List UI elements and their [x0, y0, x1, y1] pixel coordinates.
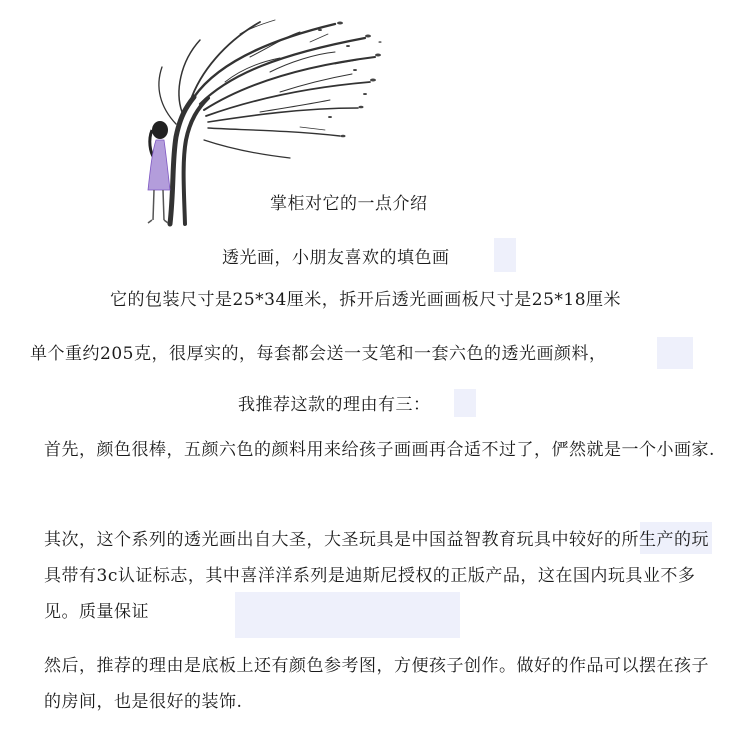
- reason-2: 其次，这个系列的透光画出自大圣，大圣玩具是中国益智教育玩具中较好的所生产的玩具带有3c认证标志，其中喜洋洋系列是迪斯尼授权的正版产品，这在国内玩具业不多见。质量保证: [44, 530, 709, 622]
- intro-title: 掌柜对它的一点介绍: [270, 194, 428, 214]
- reason-1: 首先，颜色很棒，五颜六色的颜料用来给孩子画画再合适不过了，俨然就是一个小画家.: [44, 440, 715, 460]
- highlight-block: [454, 389, 476, 417]
- weight-line: 单个重约205克，很厚实的，每套都会送一支笔和一套六色的透光画颜料，: [30, 344, 607, 364]
- highlight-block: [494, 238, 516, 272]
- highlight-block: [657, 337, 693, 369]
- reasons-title: 我推荐这款的理由有三：: [238, 395, 431, 415]
- product-line: 透光画，小朋友喜欢的填色画: [222, 248, 450, 268]
- reason-3: 然后，推荐的理由是底板上还有颜色参考图，方便孩子创作。做好的作品可以摆在孩子的房间，也是很好的装饰.: [44, 656, 709, 712]
- size-line: 它的包装尺寸是25*34厘米，拆开后透光画画板尺寸是25*18厘米: [110, 290, 622, 310]
